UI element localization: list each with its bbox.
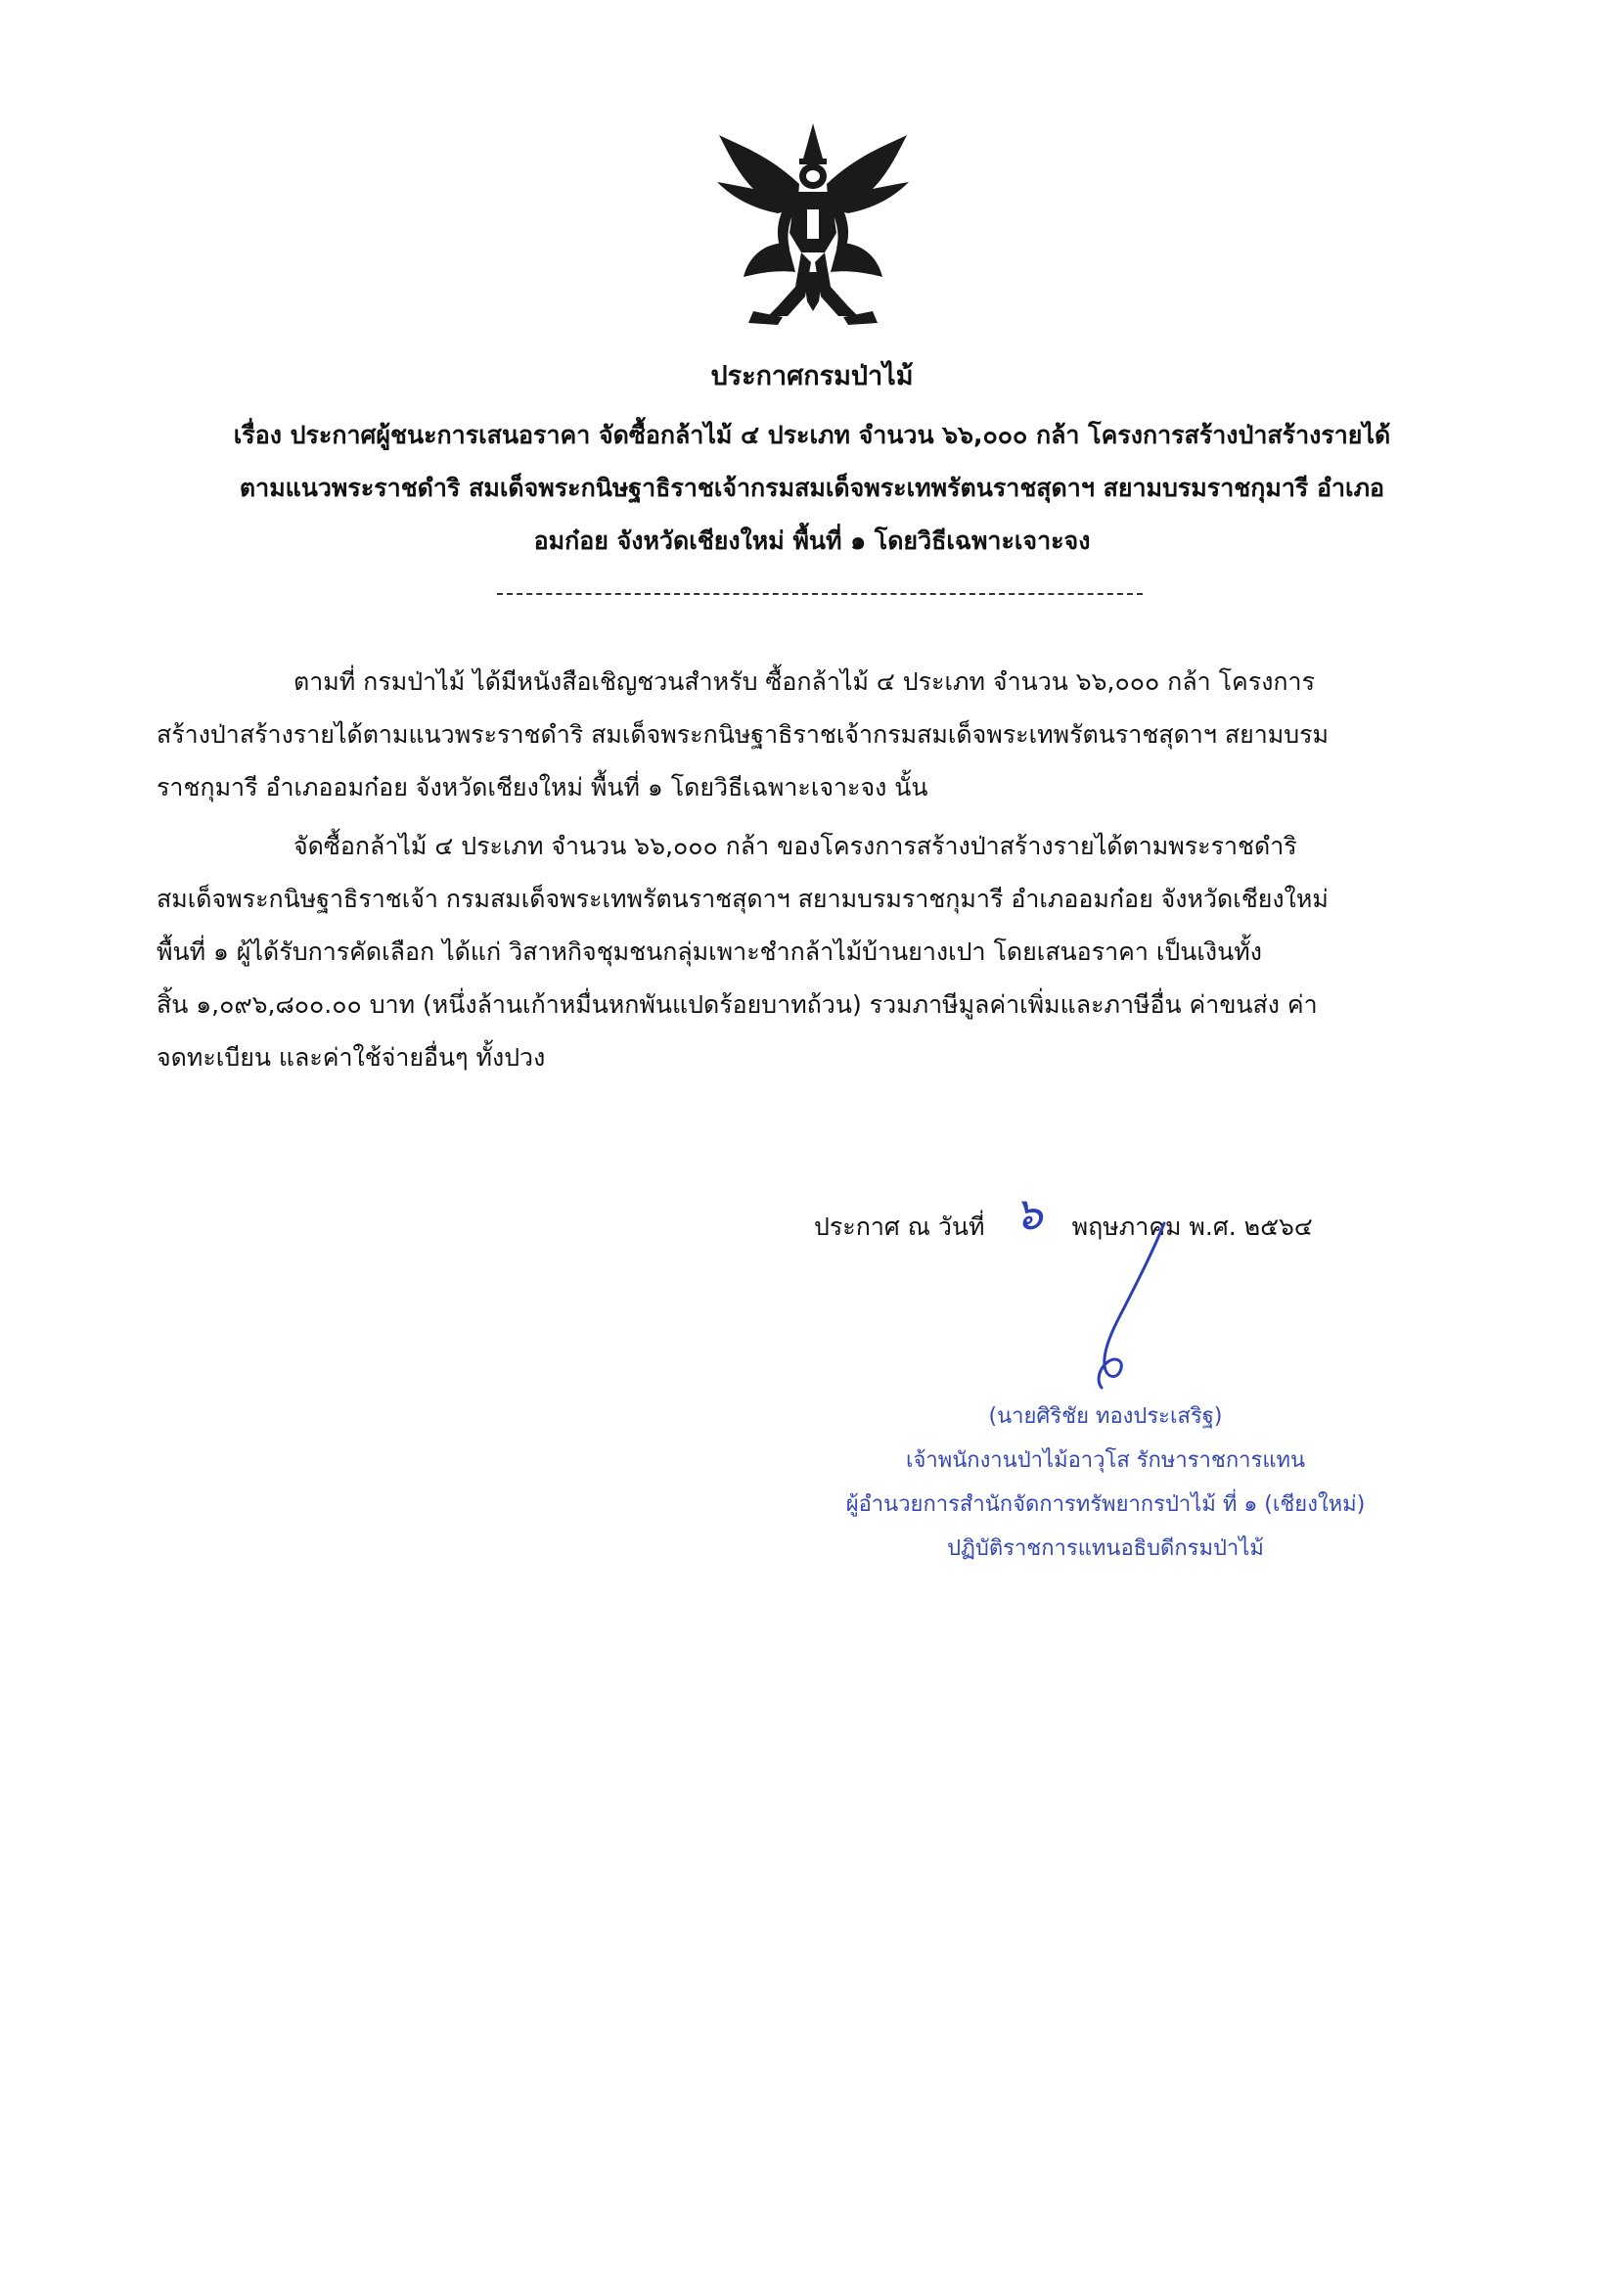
paragraph-line: สมเด็จพระกนิษฐาธิราชเจ้า กรมสมเด็จพระเทพรัตนราชสุดาฯ สยามบรมราชกุมารี อำเภออมก๋อย จังหวัดเชียงใหม่ [157,885,1329,913]
paragraph-1 [157,656,1467,814]
paragraph-line: จดทะเบียน และค่าใช้จ่ายอื่นๆ ทั้งปวง [157,1043,546,1072]
date-day-handwritten: ๖ [1014,1187,1043,1240]
garuda-emblem-icon [709,115,917,339]
signature-icon [1037,1213,1233,1409]
subject-heading [157,409,1467,568]
date-month-year: พฤษภาคม พ.ศ. ๒๕๖๔ [1071,1212,1313,1241]
subject-line: อมก๋อย จังหวัดเชียงใหม่ พื้นที่ ๑ โดยวิธีเฉพาะเจาะจง [533,526,1091,555]
paragraph-line: ราชกุมารี อำเภออมก๋อย จังหวัดเชียงใหม่ พื้นที่ ๑ โดยวิธีเฉพาะเจาะจง นั้น [157,773,928,801]
subject-line: เรื่อง ประกาศผู้ชนะการเสนอราคา จัดซื้อกล้าไม้ ๔ ประเภท จำนวน ๖๖,๐๐๐ กล้า โครงการสร้างป่าสร้างรายได้ [233,421,1391,449]
signatory-position: เจ้าพนักงานป่าไม้อาวุโส รักษาราชการแทน [905,1448,1306,1473]
signature-block [822,1395,1389,1571]
subject-line: ตามแนวพระราชดำริ สมเด็จพระกนิษฐาธิราชเจ้ากรมสมเด็จพระเทพรัตนราชสุดาฯ สยามบรมราชกุมารี อำเภอ [239,474,1385,502]
paragraph-line: สร้างป่าสร้างรายได้ตามแนวพระราชดำริ สมเด็จพระกนิษฐาธิราชเจ้ากรมสมเด็จพระเทพรัตนราชสุดาฯ สยามบรม [157,720,1330,749]
date-prefix: ประกาศ ณ วันที่ [814,1212,985,1241]
separator-line [497,593,1143,595]
paragraph-line: สิ้น ๑,๐๙๖,๘๐๐.๐๐ บาท (หนึ่งล้านเก้าหมื่นหกพันแปดร้อยบาทถ้วน) รวมภาษีมูลค่าเพิ่มและภาษีอื่น ค่าขนส่ง ค่า [157,990,1318,1019]
paragraph-line: พื้นที่ ๑ ผู้ได้รับการคัดเลือก ได้แก่ วิสาหกิจชุมชนกลุ่มเพาะชำกล้าไม้บ้านยางเปา โดยเสนอราคา เป็นเงินทั้ง [157,938,1262,966]
paragraph-2 [157,820,1467,1084]
signatory-position: ผู้อำนวยการสำนักจัดการทรัพยากรป่าไม้ ที่ ๑ (เชียงใหม่) [845,1492,1366,1517]
paragraph-line: ตามที่ กรมป่าไม้ ได้มีหนังสือเชิญชวนสำหรับ ซื้อกล้าไม้ ๔ ประเภท จำนวน ๖๖,๐๐๐ กล้า โครงการ [293,667,1316,696]
signatory-name: (นายศิริชัย ทองประเสริฐ) [988,1404,1223,1429]
signatory-position: ปฏิบัติราชการแทนอธิบดีกรมป่าไม้ [947,1536,1264,1561]
paragraph-line: จัดซื้อกล้าไม้ ๔ ประเภท จำนวน ๖๖,๐๐๐ กล้า ของโครงการสร้างป่าสร้างรายได้ตามพระราชดำริ [293,832,1297,860]
document-title: ประกาศกรมป่าไม้ [710,361,914,391]
